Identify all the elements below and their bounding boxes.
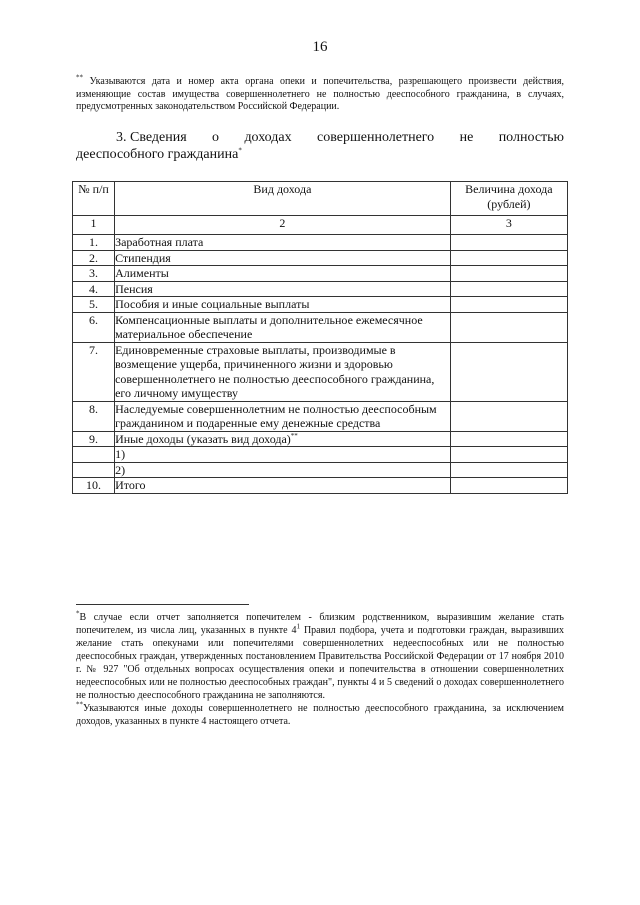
heading-word: о xyxy=(212,130,220,145)
income-amount-cell[interactable] xyxy=(450,478,567,494)
table-row xyxy=(73,297,568,313)
header-income-amount: Величина дохода (рублей) xyxy=(450,182,567,216)
column-index: 2 xyxy=(115,216,451,235)
income-type-cell xyxy=(115,250,451,266)
income-type-cell xyxy=(115,462,451,478)
row-number: 4. xyxy=(73,281,115,297)
income-type-label: Единовременные страховые выплаты, производимые в возмещение ущерба, причиненного жизни и здоровью совершеннолетнего не полностью дееспособного гражданина, его личному имуществу xyxy=(115,342,435,400)
row-number: 6. xyxy=(73,312,115,342)
row-number: 3. xyxy=(73,266,115,282)
income-type-cell xyxy=(115,266,451,282)
heading-footnote-marker: * xyxy=(238,146,242,155)
top-footnote-continuation xyxy=(76,73,564,114)
income-type-cell xyxy=(115,478,451,494)
section-heading-line-1 xyxy=(76,129,564,146)
row-number: 1. xyxy=(73,235,115,251)
table-row xyxy=(73,431,568,447)
table-row xyxy=(73,266,568,282)
column-index: 3 xyxy=(450,216,567,235)
income-type-label: Алименты xyxy=(115,266,169,280)
heading-word: не xyxy=(459,130,474,145)
row-number: 9. xyxy=(73,431,115,447)
footnote-1: *В случае если отчет заполняется попечителем - близким родственником, выразившим желание стать попечителем, из числа лиц, указанных в пункте $4^1$ Правил подбора, учета и подготовки граждан, выразивших желание стать опекунами или попечителями совершеннолетних недееспособных или не полностью дееспособных граждан, утвержденных постановлением Правительства Российской Федерации от 17 ноября 2010 г. № 927 "Об отдельных вопросах осуществления опеки и попечительства в отношении совершеннолетних недееспособных или не полностью дееспособных граждан", пункты 4 и 5 сведений о доходах совершеннолетнего не полностью дееспособного гражданина не заполняются. xyxy=(76,609,564,701)
income-rows xyxy=(73,235,568,494)
section-heading-line-2: дееспособного гражданина* xyxy=(76,146,242,162)
income-type-cell xyxy=(115,431,451,447)
row-number: 5. xyxy=(73,297,115,313)
income-amount-cell[interactable] xyxy=(450,431,567,447)
income-type-cell xyxy=(115,401,451,431)
income-type-label: Пособия и иные социальные выплаты xyxy=(115,297,310,311)
table-row xyxy=(73,235,568,251)
income-type-cell xyxy=(115,312,451,342)
heading-word: полностью xyxy=(498,130,564,145)
header-income-type: Вид дохода xyxy=(115,182,451,216)
income-amount-cell[interactable] xyxy=(450,235,567,251)
income-type-cell xyxy=(115,447,451,463)
income-type-cell xyxy=(115,342,451,401)
table-row xyxy=(73,447,568,463)
row-number: 8. xyxy=(73,401,115,431)
income-amount-cell[interactable] xyxy=(450,342,567,401)
income-type-label: 2) xyxy=(115,462,126,477)
income-type-label: Итого xyxy=(115,478,146,492)
income-type-cell xyxy=(115,235,451,251)
row-number: 7. xyxy=(73,342,115,401)
table-row xyxy=(73,462,568,478)
row-number: 10. xyxy=(73,478,115,494)
row-footnote-marker: ** xyxy=(290,431,298,440)
income-amount-cell[interactable] xyxy=(450,401,567,431)
income-type-label: Стипендия xyxy=(115,250,171,265)
footnote-2: **Указываются иные доходы совершеннолетнего не полностью дееспособного гражданина, за исключением доходов, указанных в пункте 4 настоящего отчета. xyxy=(76,700,564,727)
page-number: 16 xyxy=(312,39,328,55)
footnote-marker: ** xyxy=(76,700,83,709)
income-type-cell xyxy=(115,297,451,313)
income-type-label: 1) xyxy=(115,447,126,461)
table-row xyxy=(73,312,568,342)
income-type-label: Пенсия xyxy=(115,281,153,296)
income-type-label: Иные доходы (указать вид дохода) xyxy=(115,431,291,446)
income-type-label: Заработная плата xyxy=(115,235,204,249)
heading-word: 3. Сведения xyxy=(116,130,187,145)
footnote-text: Указываются дата и номер акта органа опеки и попечительства, разрешающего произвести действия, изменяющие состав имущества совершеннолетнего не полностью дееспособного гражданина, в случаях, предусмотренных законодательством Российской Федерации. xyxy=(76,76,564,112)
table-row xyxy=(73,342,568,401)
table-row xyxy=(73,401,568,431)
footnote-superscript-ref: 1 xyxy=(296,622,301,631)
table-header-row xyxy=(73,182,568,216)
table-row xyxy=(73,478,568,494)
income-type-label: Компенсационные выплаты и дополнительное ежемесячное материальное обеспечение xyxy=(115,312,423,341)
income-amount-cell[interactable] xyxy=(450,312,567,342)
table-row xyxy=(73,250,568,266)
heading-word: совершеннолетнего xyxy=(317,130,435,145)
income-table xyxy=(72,181,568,494)
income-type-cell xyxy=(115,281,451,297)
footnote-marker: ** xyxy=(76,73,83,82)
row-number: 2. xyxy=(73,250,115,266)
income-amount-cell[interactable] xyxy=(450,281,567,297)
row-number xyxy=(73,462,115,478)
income-type-label: Наследуемые совершеннолетним не полностью дееспособным гражданином и подаренные ему денежные средства xyxy=(115,401,437,430)
income-amount-cell[interactable] xyxy=(450,462,567,478)
income-amount-cell[interactable] xyxy=(450,297,567,313)
income-amount-cell[interactable] xyxy=(450,447,567,463)
row-number xyxy=(73,447,115,463)
heading-word: доходах xyxy=(244,130,292,145)
table-row xyxy=(73,281,568,297)
footnote-marker: * xyxy=(76,609,80,618)
column-index: 1 xyxy=(73,216,115,235)
income-amount-cell[interactable] xyxy=(450,250,567,266)
section-heading xyxy=(76,129,564,163)
income-amount-cell[interactable] xyxy=(450,266,567,282)
table-index-row xyxy=(73,216,568,235)
footnote-separator xyxy=(76,604,249,605)
header-number: № п/п xyxy=(73,182,115,216)
footnotes xyxy=(76,611,564,728)
